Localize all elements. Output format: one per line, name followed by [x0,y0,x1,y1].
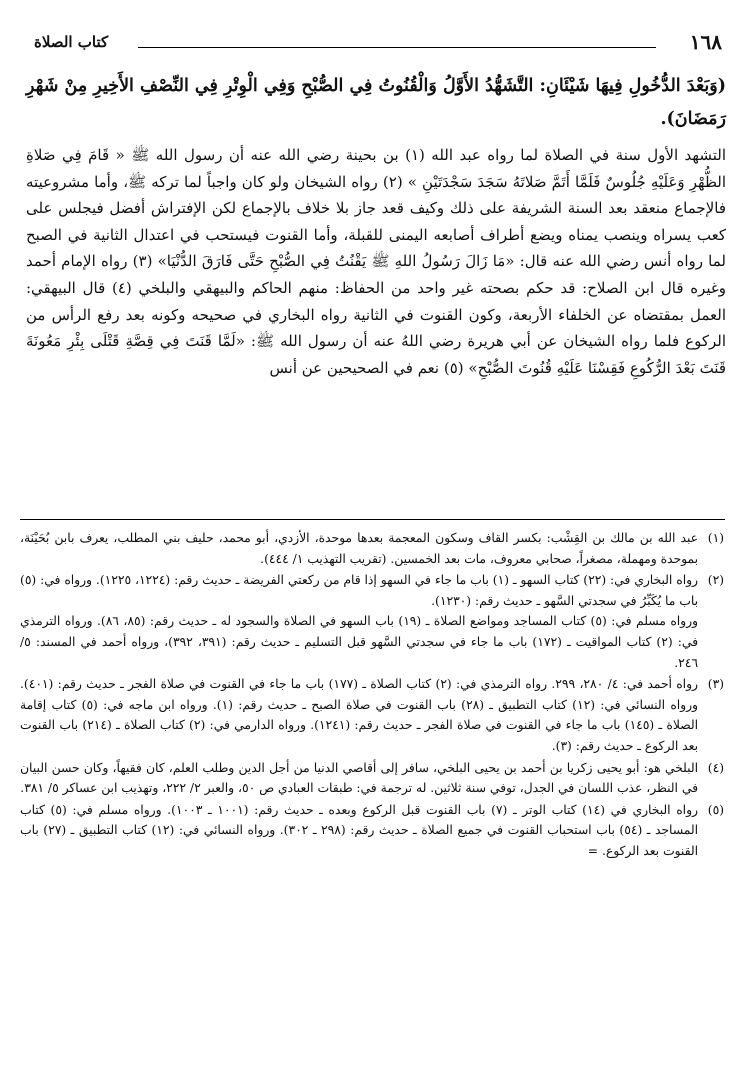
footnote-text: ورواه مسلم في: (٥) كتاب المساجد ومواضع الصلاة ـ (١٩) باب السهو في الصلاة والسجود له ـ حديث رقم: (٨٥، ٨٦). ورواه الترمذي في: (٢) كتاب المواقيت ـ (١٧٢) باب ما جاء في سجدتي السَّهو قبل التسليم ـ حديث رقم: (٣٩١، ٣٩٢)، ورواه أحمد في المسند: ٥/ ٢٤٦. [20,614,699,670]
footnote-number: (٢) [707,573,724,588]
running-title: كتاب الصلاة [34,33,109,51]
matn-text: (وَبَعْدَ الدُّخُولِ فِيهَا شَيْئَانِ: التَّشَهُّدُ الأَوَّلُ وَالْقُنُوتُ فِي الصُّبْحِ وَفِي الْوِتْرِ فِي النِّصْفِ الأَخِيرِ مِنْ شَهْرِ رَمَضَانَ). [26,76,726,129]
footnotes [20,528,724,863]
footnote-5 [20,800,724,862]
footnote-text: رواه البخاري في (١٤) كتاب الوتر ـ (٧) باب القنوت قبل الركوع وبعده ـ حديث رقم: (١٠٠١ ـ ١٠٠٣). ورواه مسلم في: (٥) كتاب المساجد ـ (٥٤) باب استحباب القنوت في جميع الصلاة ـ حديث رقم: (٢٩٨ ـ ٣٠٢). ورواه النسائي في: (١٢) كتاب التطبيق ـ (٢٧) باب القنوت بعد الركوع. = [20,802,699,858]
footnote-text: البلخي هو: أبو يحيى زكريا بن أحمد بن يحيى البلخي، سافر إلى أقاصي الدنيا من أجل الدين وطلب العلم، كان فقيهاً، وكان حسن البيان في النظر، عذب اللسان في الجدل، توفي سنة ثلاثين. له ترجمة في: طبقات العبادي ص ٥٠، والعبر ٢/ ٢٢٢، وتهذيب ابن عساكر ٥/ ٣٨١. [20,760,698,796]
footnote-number: (٤) [707,760,724,775]
footnote-text: رواه أحمد في: ٤/ ٢٨٠، ٢٩٩. رواه الترمذي في: (٢) كتاب الصلاة ـ (١٧٧) باب ما جاء في القنوت في صلاة الفجر ـ حديث رقم: (٤٠١). ورواه النسائي في: (١٢) كتاب التطبيق ـ (٢٨) باب القنوت في صلاة الصبح ـ حديث رقم: (١). ورواه ابن ماجه في: (٥) كتاب إقامة الصلاة ـ (١٤٥) باب ما جاء في القنوت في صلاة الفجر ـ حديث رقم: (١٢٤١). ورواه الدارمي في: (٢) كتاب الصلاة ـ (٢١٤) باب القنوت بعد الركوع ـ حديث رقم: (٣). [20,677,698,753]
footnote-number: (١) [707,531,724,545]
header-rule [138,47,656,48]
sharh-paragraph: التشهد الأول سنة في الصلاة لما رواه عبد الله (١) بن بحينة رضي الله عنه أن رسول الله ﷺ « قَامَ فِي صَلاةِ الظُّهْرِ وَعَلَيْهِ جُلُوسٌ فَلَمَّا أَتَمَّ صَلاتَهُ سَجَدَ سَجْدَتَيْنِ » (٢) رواه الشيخان ولو كان واجباً لما تركه ﷺ، وأما مشروعيته فالإجماع منعقد بعد السنة الشريفة على ذلك وكيف قعد جاز بلا خلاف بالإجماع لكن الإفتراش أفضل فيجلس على كعب يسراه وينصب يمناه ويضع أطراف أصابعه اليمنى للقبلة، وأما القنوت فيستحب في اعتدال الثانية في الصبح لما رواه أنس رضي الله عنه قال: «مَا زَالَ رَسُولُ اللهِ ﷺ يَقْنُتُ فِي الصُّبْحِ حَتَّى فَارَقَ الدُّنْيَا» (٣) رواه الإمام أحمد وغيره قال ابن الصلاح: قد حكم بصحته غير واحد من الحفاظ: منهم الحاكم والبيهقي والبلخي (٤) قال البيهقي: العمل بمقتضاه عن الخلفاء الأربعة، وكون القنوت في الثانية رواه البخاري في صحيحه وكونه بعد رفع الرأس من الركوع فلما رواه الشيخان عن أبي هريرة رضي اللهُ عنه أن رسول الله ﷺ: «لَمَّا قَنَتَ فِي قِصَّةِ قَتْلَى بِئْرِ مَعُونَةَ قَنَتَ بَعْدَ الرُّكُوعِ فَقِسْنَا عَلَيْهِ قُنُوتَ الصُّبْحِ» (٥) نعم في الصحيحين عن أنس [26,146,726,377]
main-text [26,70,726,381]
footnote-separator [20,519,725,520]
footnote-number: (٣) [707,677,724,692]
footnote-text: رواه البخاري في: (٢٢) كتاب السهو ـ (١) باب ما جاء في السهو إذا قام من ركعتي الفريضة ـ حديث رقم: (١٢٢٤، ١٢٢٥). ورواه في: (٥) باب ما يُكَبِّرُ في سجدتي السَّهو ـ حديث رقم: (١٢٣٠). [20,573,698,608]
footnote-4 [20,758,724,799]
footnote-number: (٥) [707,802,724,817]
footnote-2 [20,570,724,673]
footnote-text: عبد الله بن مالك بن القِشْب: بكسر القاف وسكون المعجمة بعدها موحدة، الأزدي، أبو محمد، حليف بني المطلب، يعرف بابن بُحَيْنَة، بموحدة ومهملة، مصغراً، صحابي معروف، مات بعد الخمسين. (تقريب التهذيب ١/ ٤٤٤). [20,531,698,566]
footnote-1 [20,528,724,569]
footnote-3 [20,674,724,756]
page-header [34,30,722,60]
page-number: ١٦٨ [689,30,722,54]
